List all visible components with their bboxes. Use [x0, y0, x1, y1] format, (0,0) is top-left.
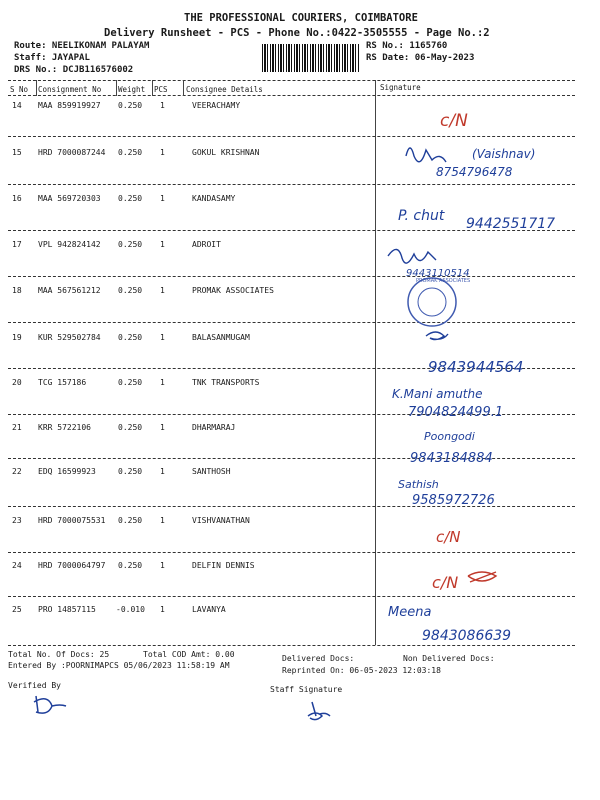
row-weight: 0.250: [118, 561, 143, 570]
promak-stamp: [408, 278, 470, 326]
row-weight: 0.250: [118, 467, 143, 476]
row-consignee: KANDASAMY: [192, 194, 236, 203]
row-consignment: HRD 7000075531: [38, 516, 106, 525]
row-consignment: HRD 7000064797: [38, 561, 106, 570]
rs-date: RS Date: 06-May-2023: [366, 53, 475, 63]
signature-row-22-name: Sathish: [398, 478, 439, 491]
col-divider: [116, 80, 117, 96]
signature-row-22-phone: 9585972726: [412, 493, 495, 508]
col-divider: [36, 80, 37, 96]
row-sno: 25: [12, 605, 22, 614]
signature-row-25-phone: 9843086639: [422, 628, 512, 644]
runsheet-title: Delivery Runsheet - PCS - Phone No.:0422-3505555 - Page No.:2: [104, 27, 490, 39]
verified-by-label: Verified By: [8, 681, 61, 690]
row-sno: 16: [12, 194, 22, 203]
signature-scribble-row-17: [388, 249, 436, 263]
reprinted-on: Reprinted On: 06-05-2023 12:03:18: [282, 666, 441, 675]
row-pcs: 1: [160, 101, 165, 110]
row-consignee: VEERACHAMY: [192, 101, 241, 110]
row-pcs: 1: [160, 333, 165, 342]
signature-scribble-row-15: [406, 148, 446, 162]
row-pcs: 1: [160, 516, 165, 525]
signature-row-15-phone: 8754796478: [436, 165, 513, 179]
row-consignment: MAA 569720303: [38, 194, 101, 203]
row-pcs: 1: [160, 605, 165, 614]
row-weight: 0.250: [118, 516, 143, 525]
row-consignment: KRR 5722106: [38, 423, 91, 432]
row-consignment: MAA 859919927: [38, 101, 101, 110]
staff-signature-label: Staff Signature: [270, 685, 343, 694]
col-signature: Signature: [380, 83, 421, 92]
signature-row-15-name: (Vaishnav): [472, 147, 536, 161]
row-consignment: PRO 14857115: [38, 605, 96, 614]
barcode: [262, 44, 360, 72]
signature-row-21-phone: 9843184884: [410, 451, 493, 466]
row-weight: -0.010: [116, 605, 145, 614]
row-sno: 22: [12, 467, 22, 476]
col-sno: S No: [10, 85, 29, 94]
row-consignment: TCG 157186: [38, 378, 87, 387]
signature-scribble-row-24: [468, 572, 496, 582]
row-weight: 0.250: [118, 286, 143, 295]
col-weight: Weight: [118, 85, 146, 94]
staff-signature: [304, 700, 334, 726]
signature-row-21-name: Poongodi: [424, 430, 475, 443]
row-consignment: KUR 529502784: [38, 333, 101, 342]
row-pcs: 1: [160, 194, 165, 203]
row-sno: 19: [12, 333, 22, 342]
row-sno: 24: [12, 561, 22, 570]
staff-label: Staff: JAYAPAL: [14, 53, 90, 63]
total-cod: Total COD Amt: 0.00: [143, 650, 235, 659]
col-divider: [183, 80, 184, 96]
row-consignee: DELFIN DENNIS: [192, 561, 255, 570]
verified-by-signature: [30, 692, 70, 718]
header-top-rule: [8, 80, 575, 81]
signature-row-16-name: P. chut: [398, 208, 445, 224]
signature-row-25-name: Meena: [388, 605, 432, 620]
signature-row-14: c/N: [440, 111, 468, 131]
row-pcs: 1: [160, 378, 165, 387]
route-label: Route: NEELIKONAM PALAYAM: [14, 41, 150, 51]
row-weight: 0.250: [118, 194, 143, 203]
row-sno: 20: [12, 378, 22, 387]
stamp-text: PROMAK ASSOCIATES: [416, 278, 471, 284]
row-weight: 0.250: [118, 423, 143, 432]
col-divider: [152, 80, 153, 96]
col-consignee: Consignee Details: [186, 85, 263, 94]
row-consignee: SANTHOSH: [192, 467, 231, 476]
row-sno: 15: [12, 148, 22, 157]
col-pcs: PCS: [154, 85, 168, 94]
row-sno: 23: [12, 516, 22, 525]
row-consignee: GOKUL KRISHNAN: [192, 148, 260, 157]
row-weight: 0.250: [118, 378, 143, 387]
signature-row-20-phone: 7904824499.1: [408, 405, 504, 420]
rs-number: RS No.: 1165760: [366, 41, 448, 51]
col-consignment: Consignment No: [38, 85, 102, 94]
signature-row-17-phone: 9443110514: [406, 268, 470, 279]
row-sno: 17: [12, 240, 22, 249]
row-consignment: EDQ 16599923: [38, 467, 96, 476]
company-name: THE PROFESSIONAL COURIERS, COIMBATORE: [184, 12, 418, 24]
row-consignee: BALASANMUGAM: [192, 333, 250, 342]
drs-number: DRS No.: DCJB116576002: [14, 65, 134, 75]
row-consignee: ADROIT: [192, 240, 221, 249]
row-pcs: 1: [160, 423, 165, 432]
row-consignment: MAA 567561212: [38, 286, 101, 295]
entered-by: Entered By :POORNIMAPCS 05/06/2023 11:58:19 AM: [8, 661, 230, 670]
row-pcs: 1: [160, 286, 165, 295]
row-consignee: PROMAK ASSOCIATES: [192, 286, 274, 295]
row-pcs: 1: [160, 240, 165, 249]
non-delivered-docs: Non Delivered Docs:: [403, 654, 495, 663]
row-weight: 0.250: [118, 101, 143, 110]
row-pcs: 1: [160, 561, 165, 570]
signature-row-23: c/N: [436, 528, 461, 546]
row-consignee: VISHVANATHAN: [192, 516, 250, 525]
row-consignee: DHARMARAJ: [192, 423, 236, 432]
signature-row-20-name: K.Mani amuthe: [392, 387, 483, 401]
row-weight: 0.250: [118, 148, 143, 157]
row-weight: 0.250: [118, 240, 143, 249]
row-sno: 18: [12, 286, 22, 295]
row-weight: 0.250: [118, 333, 143, 342]
signature-row-24: c/N: [432, 573, 459, 592]
row-pcs: 1: [160, 467, 165, 476]
row-pcs: 1: [160, 148, 165, 157]
delivered-docs: Delivered Docs:: [282, 654, 355, 663]
row-sno: 14: [12, 101, 22, 110]
row-consignment: VPL 942824142: [38, 240, 101, 249]
signature-row-16-phone: 9442551717: [466, 216, 556, 232]
row-consignment: HRD 7000087244: [38, 148, 106, 157]
signature-row-19-phone: 9843944564: [428, 358, 524, 376]
row-sno: 21: [12, 423, 22, 432]
signatures-layer: [376, 96, 596, 656]
total-docs: Total No. Of Docs: 25: [8, 650, 110, 659]
row-consignee: LAVANYA: [192, 605, 226, 614]
signature-scribble-row-19: [426, 332, 448, 340]
row-consignee: TNK TRANSPORTS: [192, 378, 260, 387]
